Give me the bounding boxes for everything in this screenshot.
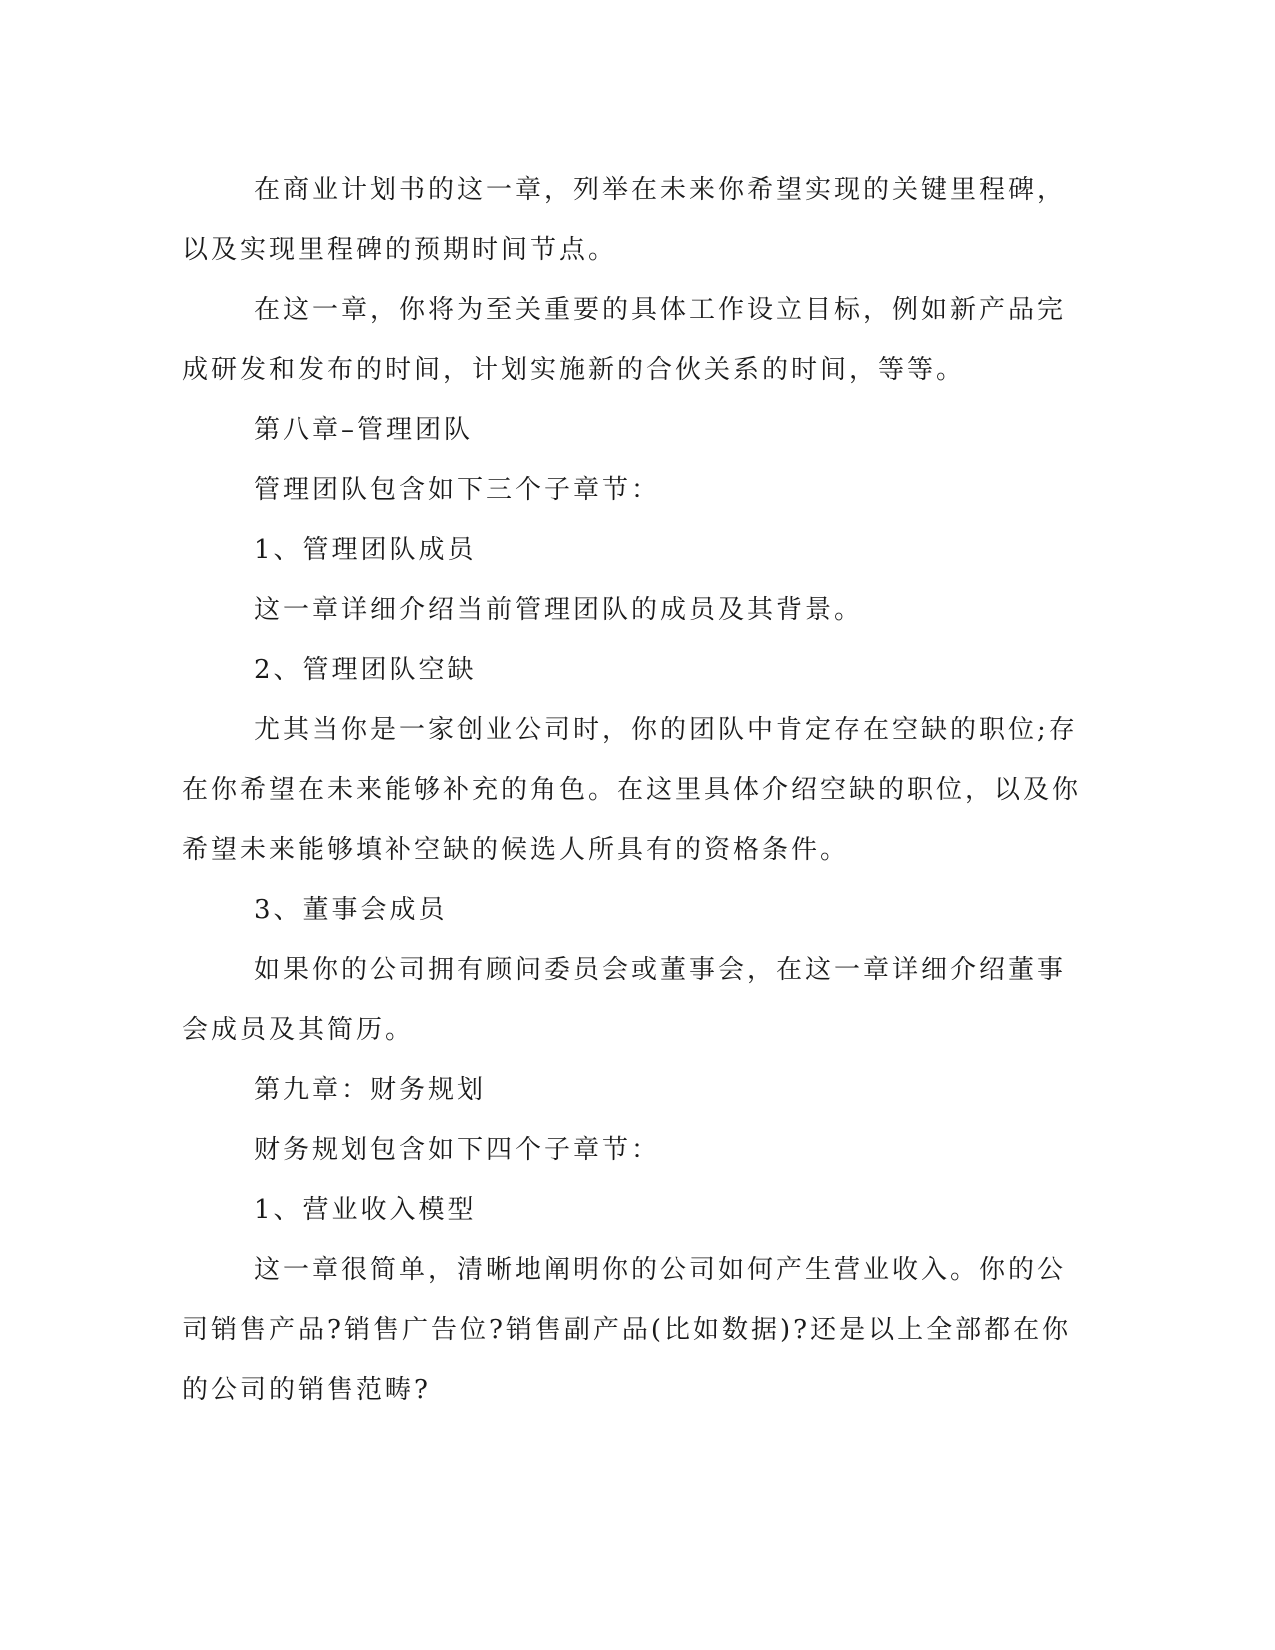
subsection-team-members-heading: 1、管理团队成员 bbox=[254, 535, 477, 565]
subsection-revenue-model-heading: 1、营业收入模型 bbox=[254, 1195, 477, 1225]
paragraph-milestones-intro: 在商业计划书的这一章，列举在未来你希望实现的关键里程碑，以及实现里程碑的预期时间节点。 bbox=[182, 175, 1067, 265]
paragraph-revenue-model: 这一章很简单，清晰地阐明你的公司如何产生营业收入。你的公司销售产品?销售广告位?销售副产品(比如数据)?还是以上全部都在你的公司的销售范畴? bbox=[182, 1255, 1072, 1405]
paragraph-team-members: 这一章详细介绍当前管理团队的成员及其背景。 bbox=[254, 595, 864, 625]
subsection-team-gaps-heading: 2、管理团队空缺 bbox=[254, 655, 477, 685]
document-body bbox=[182, 160, 1082, 1420]
paragraph-team-gaps: 尤其当你是一家创业公司时，你的团队中肯定存在空缺的职位;存在你希望在未来能够补充的角色。在这里具体介绍空缺的职位，以及你希望未来能够填补空缺的候选人所具有的资格条件。 bbox=[182, 715, 1082, 865]
paragraph-management-subsections: 管理团队包含如下三个子章节： bbox=[254, 475, 661, 505]
paragraph-milestones-goals: 在这一章，你将为至关重要的具体工作设立目标，例如新产品完成研发和发布的时间，计划实施新的合伙关系的时间，等等。 bbox=[182, 295, 1067, 385]
paragraph-board: 如果你的公司拥有顾问委员会或董事会，在这一章详细介绍董事会成员及其简历。 bbox=[182, 955, 1067, 1045]
subsection-board-heading: 3、董事会成员 bbox=[254, 895, 448, 925]
chapter-8-heading: 第八章–管理团队 bbox=[254, 415, 474, 445]
paragraph-finance-subsections: 财务规划包含如下四个子章节： bbox=[254, 1135, 661, 1165]
chapter-9-heading: 第九章：财务规划 bbox=[254, 1075, 487, 1105]
